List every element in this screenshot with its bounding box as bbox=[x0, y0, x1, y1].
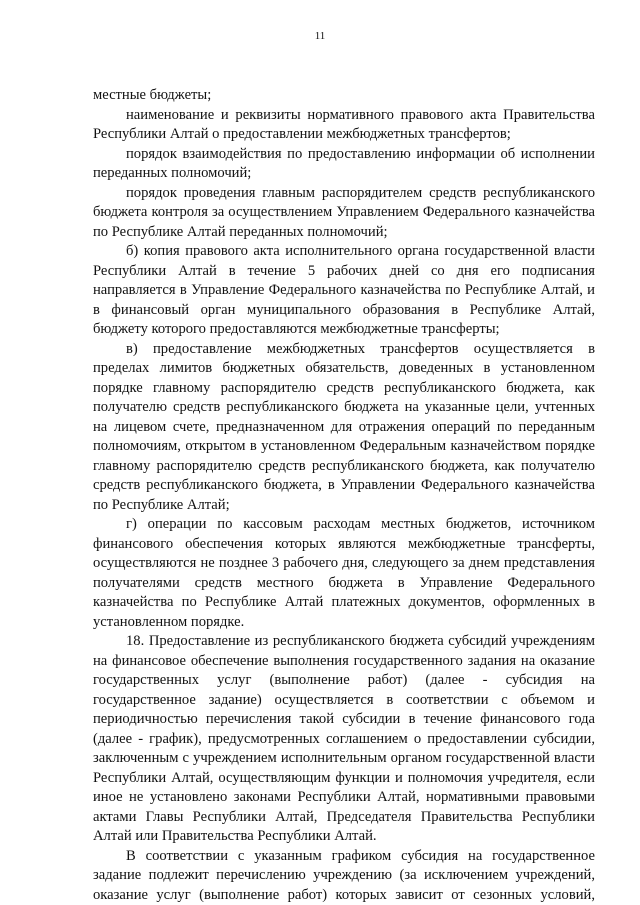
paragraph: в) предоставление межбюджетных трансфертов осуществляется в пределах лимитов бюджетных обязательств, доведенных в установленном порядке главному распорядителю средств республиканского бюджета, как получателю средств республиканского бюджета на указанные цели, учтенных на лицевом счете, предназначенном для отражения операций по переданным полномочиям, открытом в установленном Федеральным казначейством порядке главному распорядителю средств республиканского бюджета, как получателю средств республиканского бюджета, в Управлении Федерального казначейства по Республике Алтай; bbox=[93, 340, 595, 513]
paragraph-item-18: 18. Предоставление из республиканского бюджета субсидий учреждениям на финансовое обеспечение выполнения государственного задания на оказание государственных услуг (выполнение работ) (далее - субсидия на государственное задание) осуществляется в соответствии с объемом и периодичностью перечисления такой субсидии в течение финансового года (далее - график), предусмотренных соглашением о предоставлении субсидии, заключенным с учреждением исполнительным органом государственной власти Республики Алтай, осуществляющим функции и полномочия учредителя, если иное не установлено законами Республики Алтай, нормативными правовыми актами Главы Республики Алтай, Председателя Правительства Республики Алтай или Правительства Республики Алтай. bbox=[93, 633, 595, 844]
paragraph: порядок проведения главным распорядителем средств республиканского бюджета контроля за осуществлением Управлением Федерального казначейства по Республике Алтай переданных полномочий; bbox=[93, 184, 595, 240]
paragraph: г) операции по кассовым расходам местных бюджетов, источником финансового обеспечения которых являются межбюджетные трансферты, осуществляются не позднее 3 рабочего дня, следующего за днем представления получателями средств местного бюджета в Управление Федерального казначейства по Республике Алтай платежных документов, оформленных в установленном порядке. bbox=[93, 516, 595, 630]
paragraph: б) копия правового акта исполнительного органа государственной власти Республики Алтай в течение 5 рабочих дней со дня его подписания направляется в Управление Федерального казначейства по Республике Алтай, и в финансовый орган муниципального образования в Республике Алтай, бюджету которого предоставляются межбюджетные трансферты; bbox=[93, 243, 595, 337]
page-number: 11 bbox=[314, 30, 326, 42]
document-body bbox=[93, 86, 595, 905]
paragraph: местные бюджеты; bbox=[93, 87, 212, 103]
paragraph: В соответствии с указанным графиком субсидия на государственное задание подлежит перечислению учреждению (за исключением учреждений, оказание услуг (выполнение работ) которых зависит от сезонных условий, bbox=[93, 847, 595, 903]
paragraph: порядок взаимодействия по предоставлению информации об исполнении переданных полномочий; bbox=[93, 145, 595, 181]
paragraph: наименование и реквизиты нормативного правового акта Правительства Республики Алтай о предоставлении межбюджетных трансфертов; bbox=[93, 106, 595, 142]
